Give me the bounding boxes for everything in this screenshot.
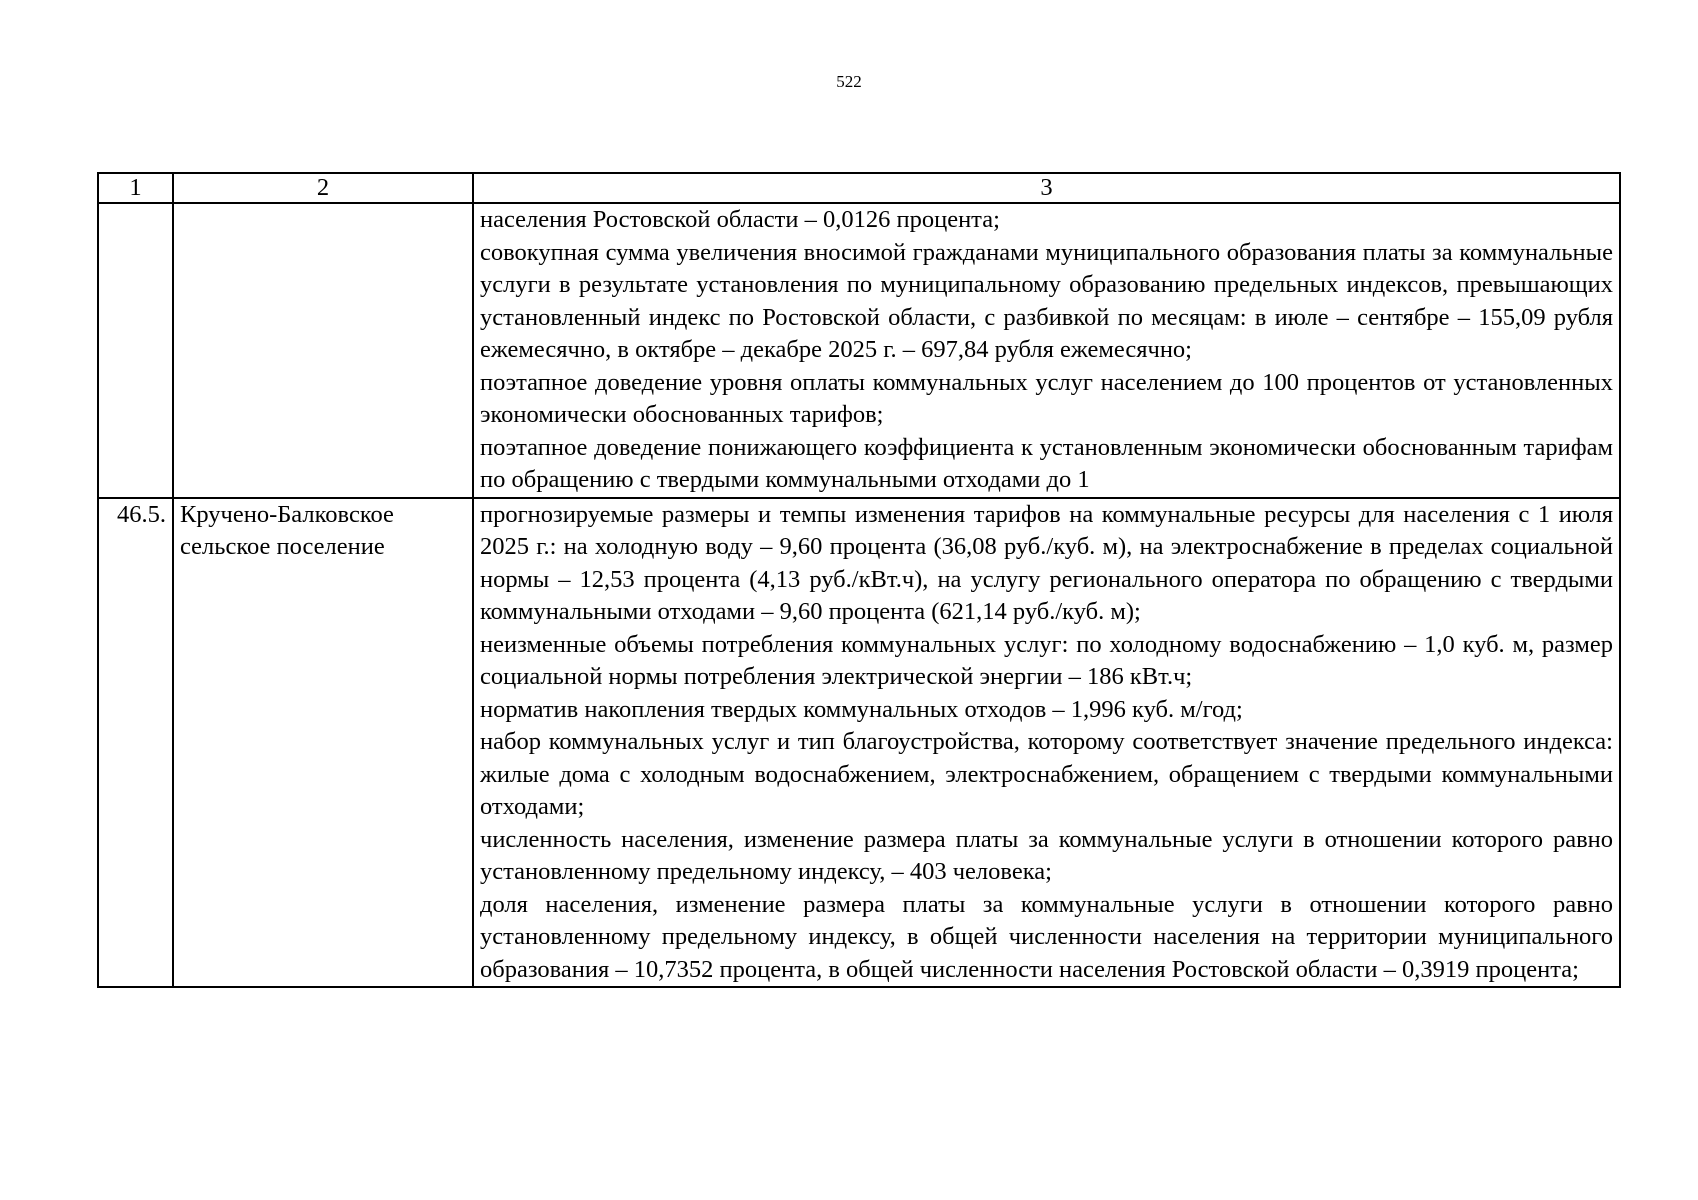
row-description	[473, 203, 1620, 498]
paragraph: населения Ростовской области – 0,0126 процента;	[480, 206, 1000, 233]
header-cell-2: 2	[173, 173, 473, 203]
paragraph: совокупная сумма увеличения вносимой гражданами муниципального образования платы за коммунальные услуги в результате установления по муниципальному образованию предельных индексов, превышающих установленный индекс по Ростовской области, с разбивкой по месяцам: в июле – сентябре – 155,09 рубля ежемесячно, в октябре – декабре 2025 г. – 697,84 рубля ежемесячно;	[480, 238, 1613, 363]
settlement-name	[173, 203, 473, 498]
header-cell-1: 1	[98, 173, 173, 203]
row-description	[473, 498, 1620, 988]
paragraph: доля населения, изменение размера платы за коммунальные услуги в отношении которого равно установленному предельному индексу, в общей численности населения на территории муниципального образования – 10,7352 процента, в общей численности населения Ростовской области – 0,3919 процента;	[480, 890, 1613, 983]
table-row	[98, 203, 1620, 498]
paragraph: норматив накопления твердых коммунальных отходов – 1,996 куб. м/год;	[480, 695, 1243, 723]
settlement-name: Кручено-Балковское сельское поселение	[173, 498, 473, 988]
table-row	[98, 498, 1620, 988]
row-number: 46.5.	[98, 498, 173, 988]
paragraph: прогнозируемые размеры и темпы изменения тарифов на коммунальные ресурсы для населения с 1 июля 2025 г.: на холодную воду – 9,60 процента (36,08 руб./куб. м), на электроснабжение в пределах социальной нормы – 12,53 процента (4,13 руб./кВт.ч), на услугу регионального оператора по обращению с твердыми коммунальными отходами – 9,60 процента (621,14 руб./куб. м);	[480, 500, 1613, 625]
page-number: 522	[836, 72, 862, 91]
row-number	[98, 203, 173, 498]
paragraph: численность населения, изменение размера платы за коммунальные услуги в отношении которого равно установленному предельному индексу, – 403 человека;	[480, 825, 1613, 885]
table-header-row	[98, 173, 1620, 203]
paragraph: набор коммунальных услуг и тип благоустройства, которому соответствует значение предельного индекса: жилые дома с холодным водоснабжением, электроснабжением, обращением с твердыми коммунальными отходами;	[480, 728, 1613, 820]
paragraph: поэтапное доведение уровня оплаты коммунальных услуг населением до 100 процентов от установленных экономически обоснованных тарифов;	[480, 368, 1613, 428]
data-table	[97, 172, 1621, 988]
header-cell-3: 3	[473, 173, 1620, 203]
paragraph: неизменные объемы потребления коммунальных услуг: по холодному водоснабжению – 1,0 куб. м, размер социальной нормы потребления электрической энергии – 186 кВт.ч;	[480, 630, 1613, 690]
paragraph: поэтапное доведение понижающего коэффициента к установленным экономически обоснованным тарифам по обращению с твердыми коммунальными отходами до 1	[480, 433, 1613, 493]
